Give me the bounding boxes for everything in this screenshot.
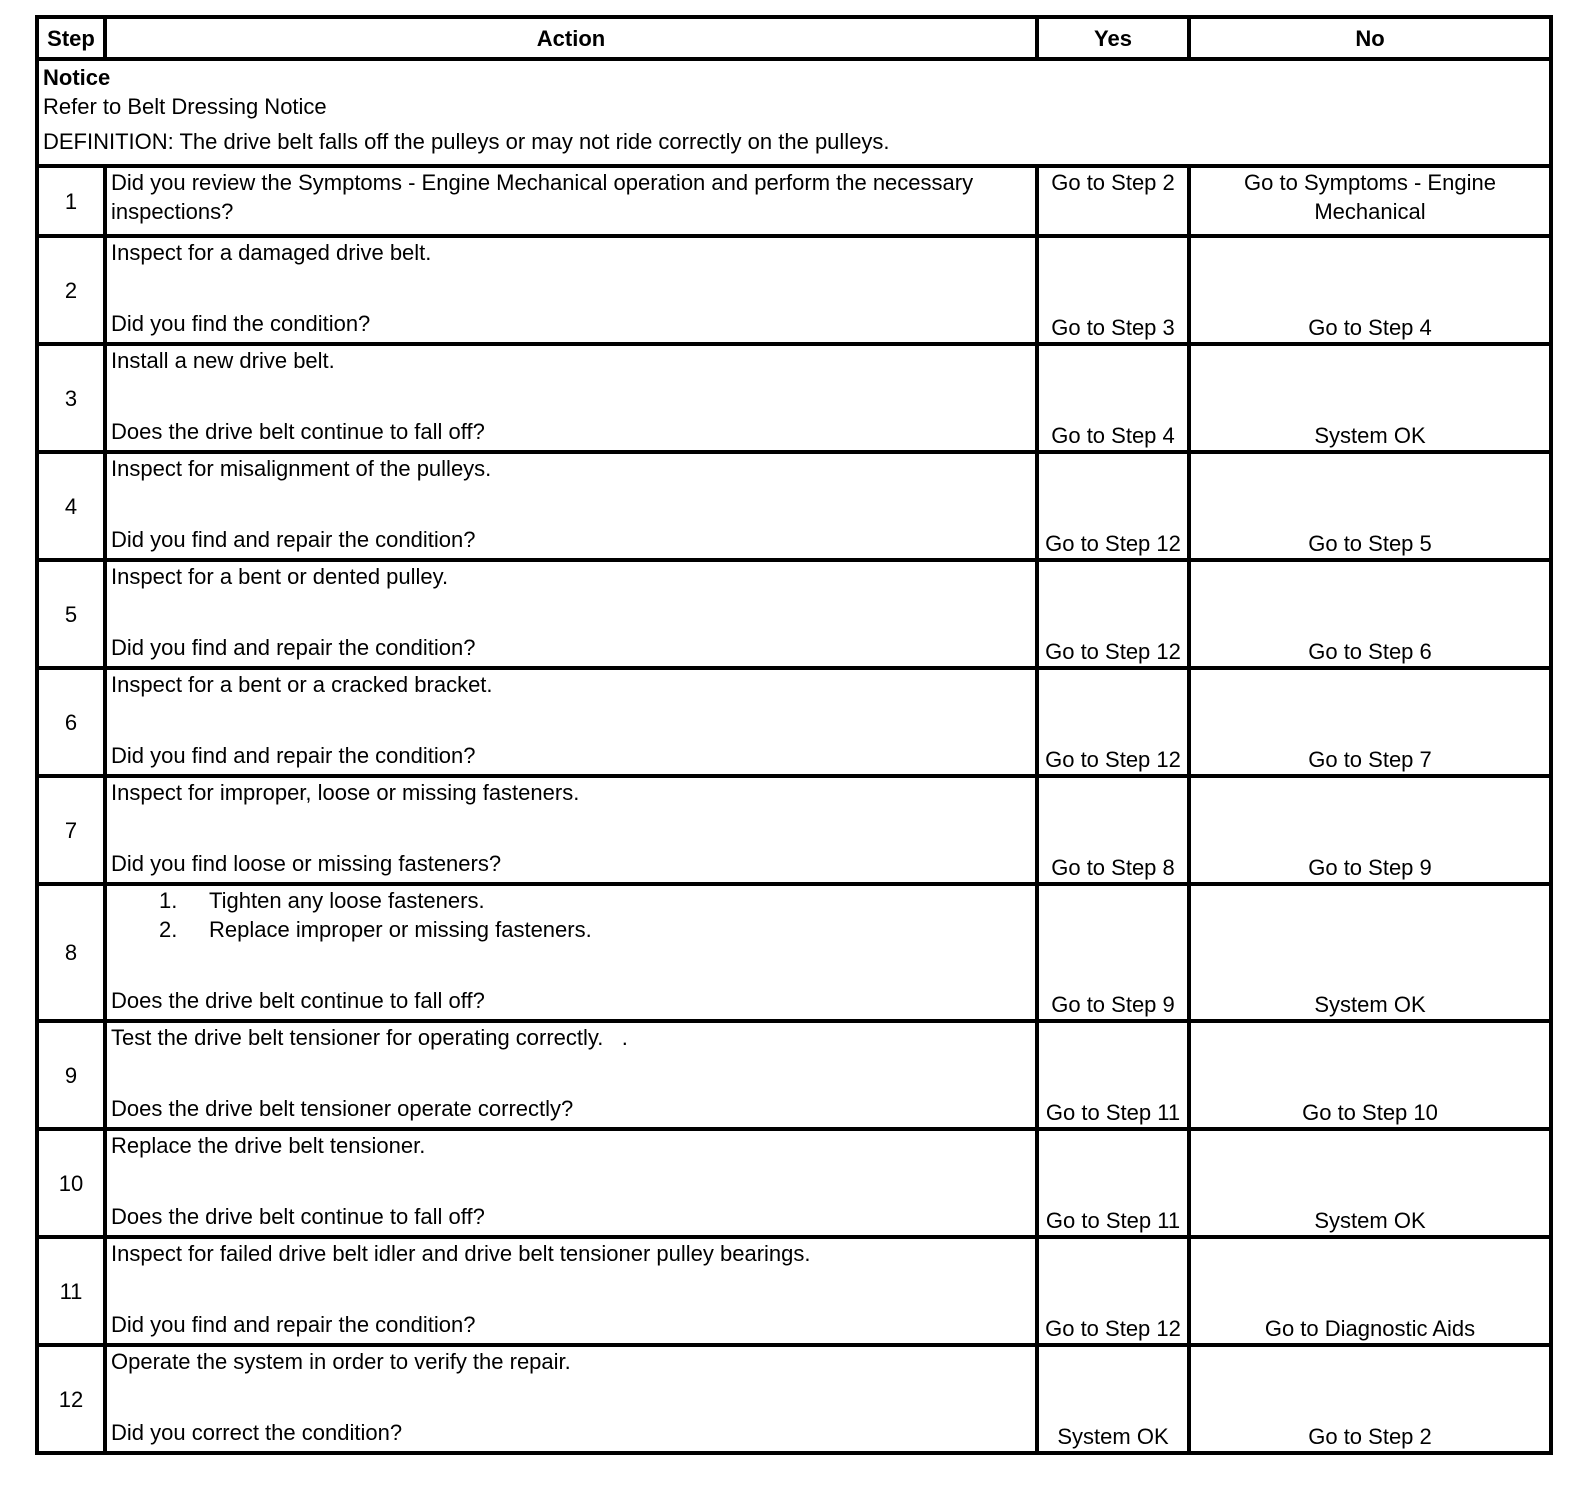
action-cell xyxy=(105,1021,1037,1129)
action-cell xyxy=(105,1237,1037,1345)
action-text: Inspect for misalignment of the pulleys. xyxy=(111,456,492,481)
no-cell: System OK xyxy=(1189,1129,1551,1237)
action-text: Inspect for a damaged drive belt. xyxy=(111,240,432,265)
header-no: No xyxy=(1189,17,1551,59)
table-row xyxy=(37,236,1551,344)
action-cell xyxy=(105,884,1037,1021)
notice-row xyxy=(37,59,1551,166)
action-cell xyxy=(105,236,1037,344)
action-text: Install a new drive belt. xyxy=(111,348,335,373)
action-question: Did you find and repair the condition? xyxy=(111,743,476,768)
table-row xyxy=(37,668,1551,776)
yes-cell: Go to Step 12 xyxy=(1037,668,1189,776)
action-text: Inspect for a bent or dented pulley. xyxy=(111,564,449,589)
action-question: Did you find the condition? xyxy=(111,311,371,336)
step-number: 4 xyxy=(37,452,105,560)
table-row xyxy=(37,1345,1551,1453)
notice-cell xyxy=(37,59,1551,166)
table-row xyxy=(37,1237,1551,1345)
yes-cell: System OK xyxy=(1037,1345,1189,1453)
action-question: Did you find loose or missing fasteners? xyxy=(111,851,502,876)
table-row xyxy=(37,166,1551,236)
notice-title: Notice xyxy=(43,65,111,90)
step-number: 6 xyxy=(37,668,105,776)
table-row xyxy=(37,560,1551,668)
action-text: Did you review the Symptoms - Engine Mechanical operation and perform the necessary inspections? xyxy=(111,170,974,224)
table-row xyxy=(37,1021,1551,1129)
action-cell xyxy=(105,1129,1037,1237)
yes-cell: Go to Step 8 xyxy=(1037,776,1189,884)
no-cell: System OK xyxy=(1189,884,1551,1021)
step-number: 1 xyxy=(37,166,105,236)
no-cell: Go to Step 5 xyxy=(1189,452,1551,560)
diagnostic-table xyxy=(35,15,1553,1455)
no-cell: Go to Step 9 xyxy=(1189,776,1551,884)
step-number: 5 xyxy=(37,560,105,668)
numbered-list xyxy=(111,886,1031,944)
action-text: Inspect for improper, loose or missing fasteners. xyxy=(111,780,580,805)
action-cell xyxy=(105,560,1037,668)
action-question: Does the drive belt continue to fall off? xyxy=(111,419,485,444)
header-yes: Yes xyxy=(1037,17,1189,59)
no-cell: Go to Step 2 xyxy=(1189,1345,1551,1453)
yes-cell: Go to Step 12 xyxy=(1037,1237,1189,1345)
yes-cell: Go to Step 4 xyxy=(1037,344,1189,452)
table-row xyxy=(37,452,1551,560)
list-item xyxy=(111,915,1031,944)
yes-cell: Go to Step 12 xyxy=(1037,560,1189,668)
table-row xyxy=(37,1129,1551,1237)
action-question: Does the drive belt tensioner operate correctly? xyxy=(111,1096,574,1121)
list-item xyxy=(111,886,1031,915)
step-number: 3 xyxy=(37,344,105,452)
yes-cell: Go to Step 12 xyxy=(1037,452,1189,560)
step-number: 2 xyxy=(37,236,105,344)
table-row xyxy=(37,344,1551,452)
action-text: Inspect for failed drive belt idler and drive belt tensioner pulley bearings. xyxy=(111,1241,811,1266)
action-question: Does the drive belt continue to fall off? xyxy=(111,1204,485,1229)
header-action: Action xyxy=(105,17,1037,59)
no-cell: Go to Symptoms - Engine Mechanical xyxy=(1189,166,1551,236)
action-text: Inspect for a bent or a cracked bracket. xyxy=(111,672,493,697)
yes-cell: Go to Step 11 xyxy=(1037,1129,1189,1237)
table-row xyxy=(37,776,1551,884)
table-row xyxy=(37,884,1551,1021)
no-cell: Go to Step 6 xyxy=(1189,560,1551,668)
action-question: Did you find and repair the condition? xyxy=(111,635,476,660)
yes-cell: Go to Step 9 xyxy=(1037,884,1189,1021)
list-number: 1. xyxy=(159,888,178,913)
action-cell xyxy=(105,1345,1037,1453)
action-cell xyxy=(105,166,1037,236)
yes-cell: Go to Step 11 xyxy=(1037,1021,1189,1129)
no-cell: Go to Step 4 xyxy=(1189,236,1551,344)
action-question: Did you find and repair the condition? xyxy=(111,1312,476,1337)
yes-cell: Go to Step 3 xyxy=(1037,236,1189,344)
step-number: 11 xyxy=(37,1237,105,1345)
notice-reference: Refer to Belt Dressing Notice xyxy=(43,94,327,119)
action-question: Does the drive belt continue to fall off? xyxy=(111,988,485,1013)
action-text: Test the drive belt tensioner for operating correctly. . xyxy=(111,1025,628,1050)
no-cell: Go to Step 10 xyxy=(1189,1021,1551,1129)
action-text: Operate the system in order to verify the repair. xyxy=(111,1349,571,1374)
list-text: Tighten any loose fasteners. xyxy=(209,888,485,913)
action-text: Replace the drive belt tensioner. xyxy=(111,1133,426,1158)
action-cell xyxy=(105,344,1037,452)
list-text: Replace improper or missing fasteners. xyxy=(209,917,592,942)
action-cell xyxy=(105,452,1037,560)
no-cell: Go to Diagnostic Aids xyxy=(1189,1237,1551,1345)
no-cell: System OK xyxy=(1189,344,1551,452)
yes-cell: Go to Step 2 xyxy=(1037,166,1189,236)
step-number: 9 xyxy=(37,1021,105,1129)
no-cell: Go to Step 7 xyxy=(1189,668,1551,776)
action-question: Did you find and repair the condition? xyxy=(111,527,476,552)
header-row xyxy=(37,17,1551,59)
list-number: 2. xyxy=(159,917,178,942)
notice-definition: DEFINITION: The drive belt falls off the pulleys or may not ride correctly on the pulleys. xyxy=(43,129,890,154)
step-number: 7 xyxy=(37,776,105,884)
action-cell xyxy=(105,776,1037,884)
step-number: 12 xyxy=(37,1345,105,1453)
action-cell xyxy=(105,668,1037,776)
step-number: 8 xyxy=(37,884,105,1021)
header-step: Step xyxy=(37,17,105,59)
action-question: Did you correct the condition? xyxy=(111,1420,403,1445)
step-number: 10 xyxy=(37,1129,105,1237)
